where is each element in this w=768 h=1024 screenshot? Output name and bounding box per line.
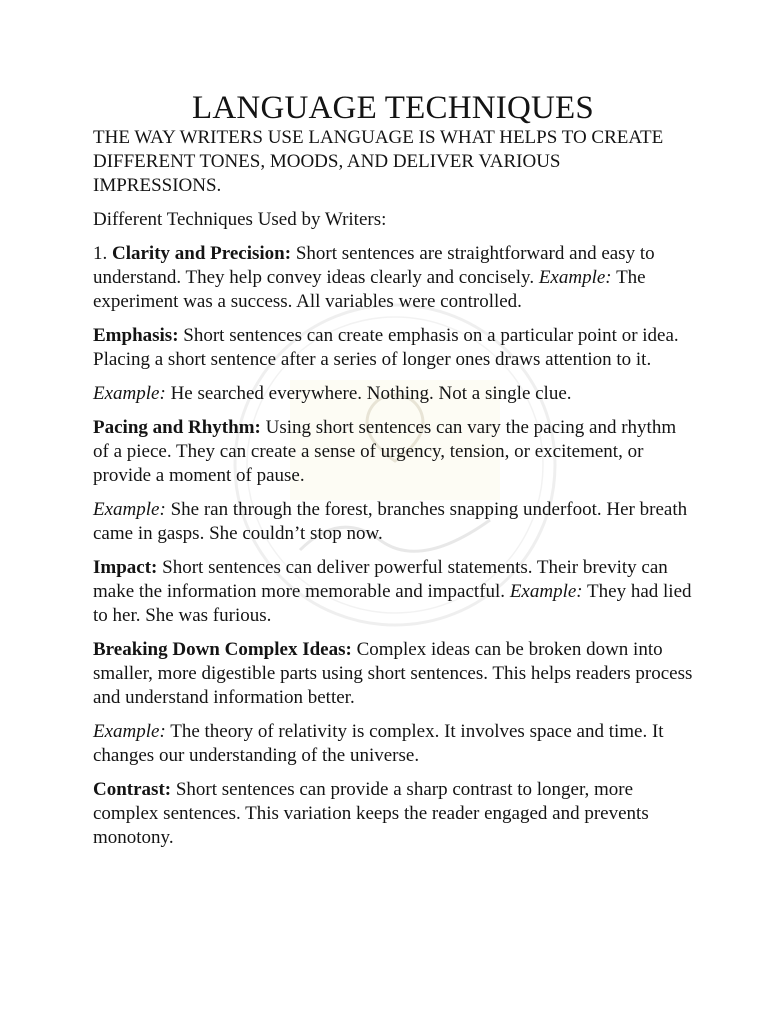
subtitle: THE WAY WRITERS USE LANGUAGE IS WHAT HELPS TO CREATE DIFFERENT TONES, MOODS, AND DELIVER VARIOUS IMPRESSIONS. [93,127,664,196]
section-body: Complex ideas can be broken down into smaller, more digestible parts using short sentences. This helps readers process and understand information better. [93,639,693,708]
example-label: Example: [93,499,166,520]
example-label: Example: [93,383,166,404]
section-number: 1. [93,243,108,264]
section-complex [93,638,693,710]
example-label: Example: [509,581,583,602]
example-text: The theory of relativity is complex. It involves space and time. It changes our understanding of the universe. [93,721,664,766]
section-impact [93,556,693,628]
section-contrast [93,778,693,850]
section-body: Using short sentences can vary the pacing and rhythm of a piece. They can create a sense of urgency, tension, or excitement, or provide a moment of pause. [93,417,677,486]
section-emphasis [93,324,693,372]
section-clarity [93,242,693,314]
section-heading: Breaking Down Complex Ideas: [93,639,352,660]
section-heading: Emphasis: [93,325,179,346]
example-complex [93,720,693,768]
page-title: LANGUAGE TECHNIQUES [192,90,594,126]
example-text: He searched everywhere. Nothing. Not a single clue. [170,383,572,404]
section-heading: Clarity and Precision: [112,243,292,264]
section-pacing [93,416,693,488]
document-page [93,88,693,860]
section-heading: Pacing and Rhythm: [93,417,261,438]
example-text: She ran through the forest, branches snapping underfoot. Her breath came in gasps. She couldn’t stop now. [93,499,688,544]
example-label: Example: [93,721,166,742]
example-pacing [93,498,693,546]
intro-line: Different Techniques Used by Writers: [93,209,387,230]
example-label: Example: [538,267,612,288]
example-text: The experiment was a success. All variables were controlled. [93,267,646,312]
example-text: They had lied to her. She was furious. [93,581,692,626]
section-body: Short sentences can deliver powerful statements. Their brevity can make the information more memorable and impactful. [93,557,668,602]
example-emphasis [93,382,693,406]
section-heading: Contrast: [93,779,172,800]
section-heading: Impact: [93,557,158,578]
section-body: Short sentences are straightforward and easy to understand. They help convey ideas clearly and concisely. [93,243,655,288]
section-body: Short sentences can create emphasis on a particular point or idea. Placing a short sentence after a series of longer ones draws attention to it. [93,325,679,370]
section-body: Short sentences can provide a sharp contrast to longer, more complex sentences. This variation keeps the reader engaged and prevents monotony. [93,779,649,848]
